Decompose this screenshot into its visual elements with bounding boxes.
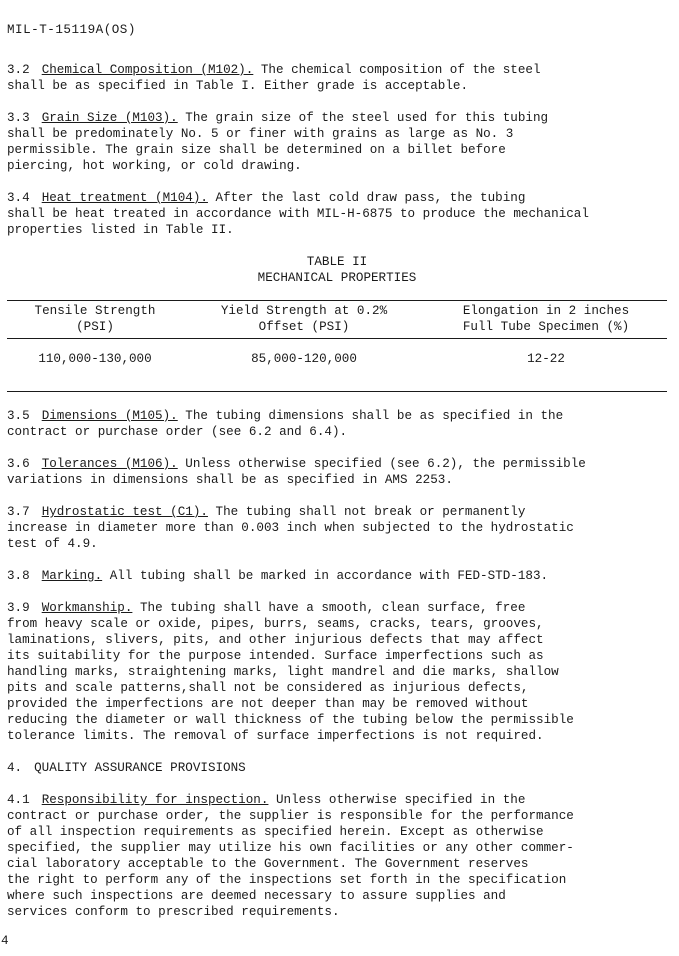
document-id: MIL-T-15119A(OS) <box>7 23 136 37</box>
page-number: 4 <box>1 934 9 948</box>
section-heading: Grain Size (M103). <box>41 111 178 125</box>
section-number: 3.2 <box>7 63 30 77</box>
section-body: The tubing shall have a smooth, clean surface, free from heavy scale or oxide, pipes, burrs, seams, cracks, tears, grooves, laminations, slivers, pits, and other injurious defects that may affect its suitability for the purpose intended. Surface imperfections such as handling marks, straightening marks, light mandrel and die marks, shallow pits and scale patterns,shall not be considered as injurious defects, provided the imperfections are not deeper than may be removed without reducing the diameter or wall thickness of the tubing below the permissible tolerance limits. The removal of surface imperfections is not required. <box>7 601 574 743</box>
table-header-row <box>7 301 667 339</box>
table-row <box>7 339 667 392</box>
section-4-1 <box>7 792 667 920</box>
column-header-yield: Yield Strength at 0.2% Offset (PSI) <box>220 304 388 334</box>
section-body: Unless otherwise specified (see 6.2), the permissible variations in dimensions shall be as specified in AMS 2253. <box>7 457 586 487</box>
section-heading: Marking. <box>41 569 103 583</box>
section-number: 3.6 <box>7 457 30 471</box>
section-3-2 <box>7 62 667 94</box>
document-page <box>7 22 667 936</box>
section-body: All tubing shall be marked in accordance with FED-STD-183. <box>109 569 549 583</box>
mechanical-properties-table <box>7 300 667 392</box>
section-4 <box>7 760 667 776</box>
section-body: The tubing dimensions shall be as specified in the contract or purchase order (see 6.2 and 6.4). <box>7 409 564 439</box>
section-body: After the last cold draw pass, the tubing shall be heat treated in accordance with MIL-H-6875 to produce the mechanical properties listed in Table II. <box>7 191 589 237</box>
table-cell: 110,000-130,000 <box>38 352 152 366</box>
section-number: 4.1 <box>7 793 30 807</box>
table-cell: 85,000-120,000 <box>251 352 357 366</box>
section-number: 3.7 <box>7 505 30 519</box>
column-header-elongation: Elongation in 2 inches Full Tube Specimen (%) <box>462 304 630 334</box>
section-heading: QUALITY ASSURANCE PROVISIONS <box>34 761 246 775</box>
table-subtitle: MECHANICAL PROPERTIES <box>257 271 417 285</box>
section-3-5 <box>7 408 667 440</box>
section-number: 3.3 <box>7 111 30 125</box>
section-3-8 <box>7 568 667 584</box>
section-3-3 <box>7 110 667 174</box>
section-heading: Responsibility for inspection. <box>41 793 269 807</box>
section-body: The tubing shall not break or permanently increase in diameter more than 0.003 inch when subjected to the hydrostatic test of 4.9. <box>7 505 574 551</box>
table-cell: 12-22 <box>527 352 565 366</box>
section-body: The grain size of the steel used for this tubing shall be predominately No. 5 or finer with grains as large as No. 3 permissible. The grain size shall be determined on a billet before piercing, hot working, or cold drawing. <box>7 111 549 173</box>
section-number: 3.8 <box>7 569 30 583</box>
section-number: 3.9 <box>7 601 30 615</box>
section-heading: Tolerances (M106). <box>41 457 178 471</box>
table-2-caption <box>7 254 667 286</box>
section-3-7 <box>7 504 667 552</box>
section-number: 3.5 <box>7 409 30 423</box>
section-heading: Hydrostatic test (C1). <box>41 505 208 519</box>
section-heading: Heat treatment (M104). <box>41 191 208 205</box>
section-number: 3.4 <box>7 191 30 205</box>
section-3-9 <box>7 600 667 744</box>
column-header-tensile: Tensile Strength (PSI) <box>34 304 156 334</box>
section-3-4 <box>7 190 667 238</box>
section-body: Unless otherwise specified in the contract or purchase order, the supplier is responsible for the performance of all inspection requirements as specified herein. Except as otherwise specified, the supplier may utilize his own facilities or any other commer- cial laboratory acceptable to the Government. The Government reserves the right to perform any of the inspections set forth in the specification where such inspections are deemed necessary to assure supplies and services conform to prescribed requirements. <box>7 793 574 919</box>
section-number: 4. <box>7 761 23 775</box>
section-body: The chemical composition of the steel shall be as specified in Table I. Either grade is acceptable. <box>7 63 541 93</box>
table-title: TABLE II <box>306 255 368 269</box>
section-3-6 <box>7 456 667 488</box>
section-heading: Workmanship. <box>41 601 133 615</box>
section-heading: Chemical Composition (M102). <box>41 63 254 77</box>
section-heading: Dimensions (M105). <box>41 409 178 423</box>
